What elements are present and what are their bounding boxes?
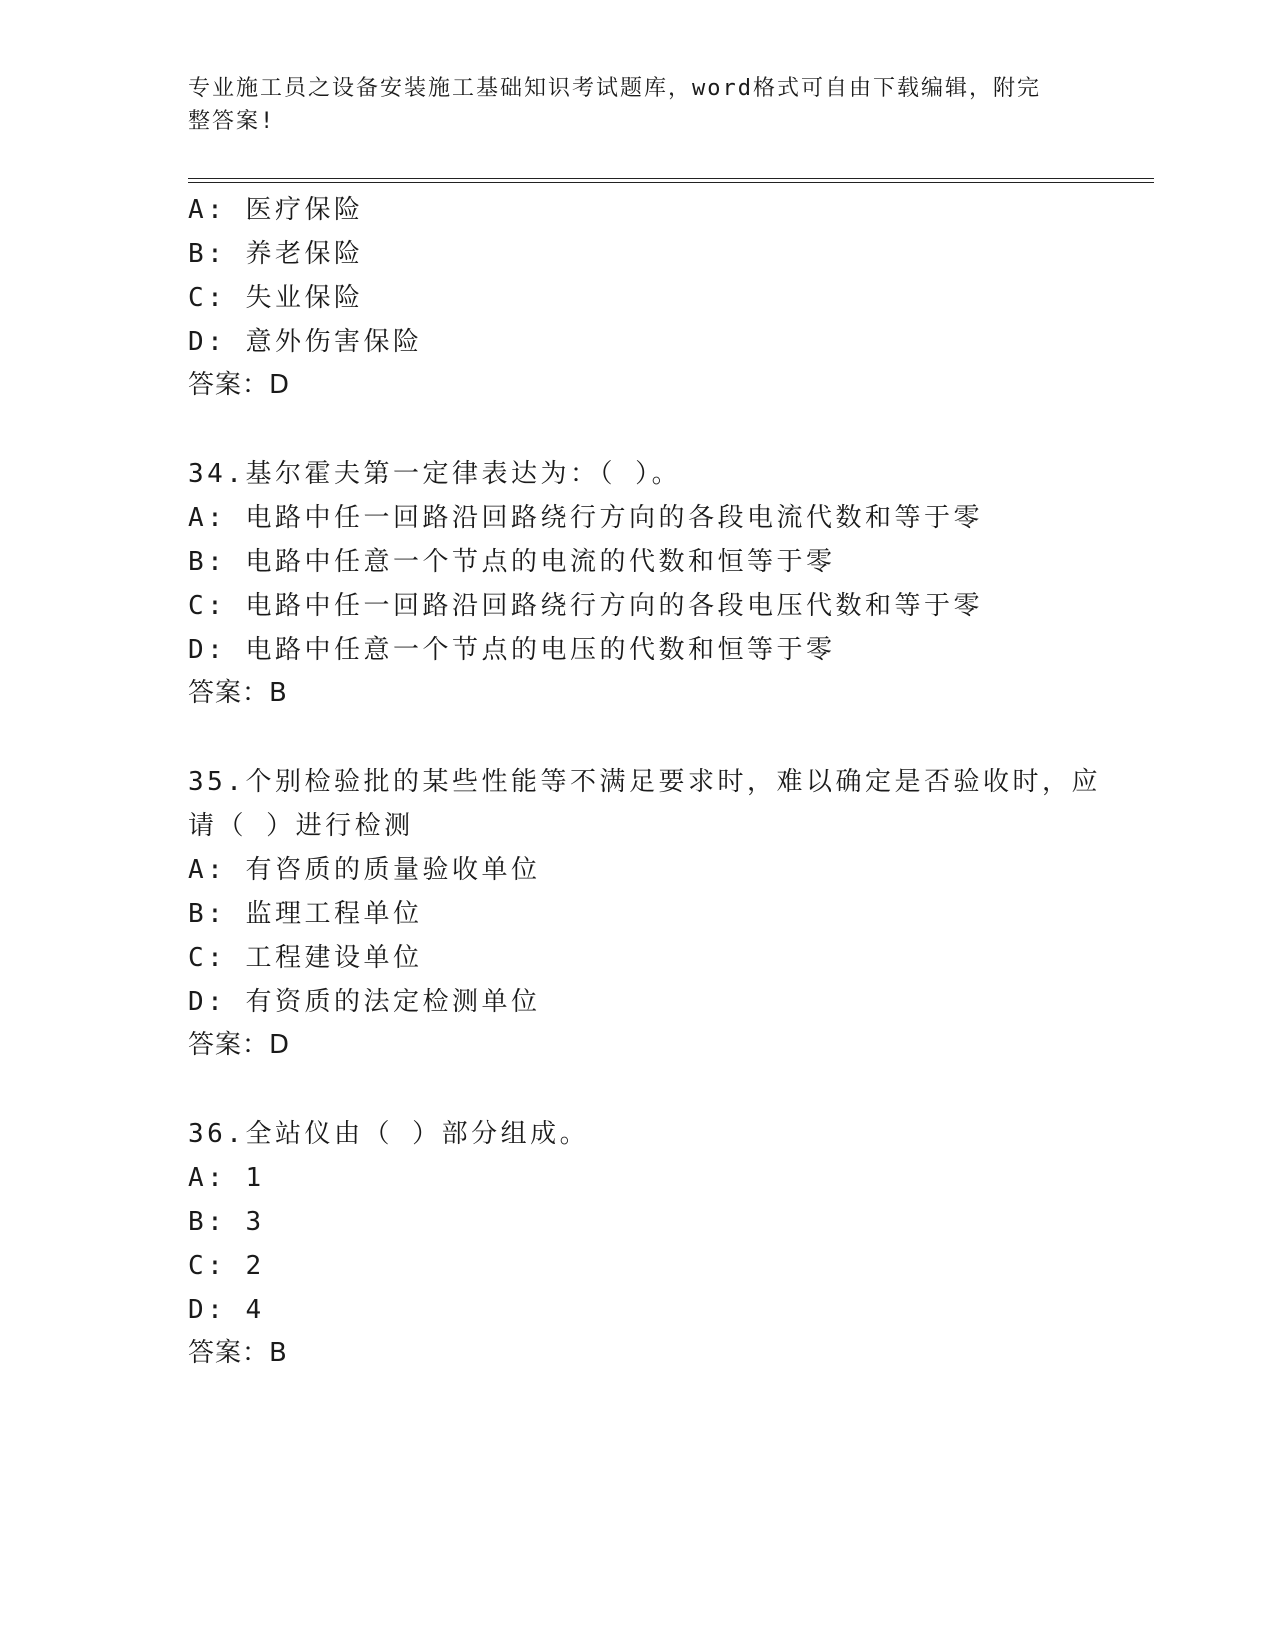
q34-answer: 答案：B	[188, 678, 288, 708]
q33-answer: 答案：D	[188, 370, 291, 400]
header-divider-top	[188, 178, 1154, 179]
q35-stem-line-1: 35.个别检验批的某些性能等不满足要求时，难以确定是否验收时，应	[188, 767, 1101, 797]
q35-option-b: B: 监理工程单位	[188, 899, 423, 929]
q36-option-d: D: 4	[188, 1295, 265, 1325]
q33-option-b: B: 养老保险	[188, 239, 364, 269]
q34-option-c: C: 电路中任一回路沿回路绕行方向的各段电压代数和等于零	[188, 591, 983, 621]
q35-option-c: C: 工程建设单位	[188, 943, 423, 973]
q35-option-a: A: 有咨质的质量验收单位	[188, 855, 541, 885]
header-line-1: 专业施工员之设备安装施工基础知识考试题库，word格式可自由下载编辑，附完	[188, 76, 1041, 101]
q36-stem: 36.全站仪由（ ）部分组成。	[188, 1119, 590, 1149]
q36-answer: 答案：B	[188, 1338, 288, 1368]
header-line-2: 整答案!	[188, 109, 276, 134]
q34-option-d: D: 电路中任意一个节点的电压的代数和恒等于零	[188, 635, 836, 665]
q34-stem: 34.基尔霍夫第一定律表达为：（ ）。	[188, 459, 682, 489]
q36-option-c: C: 2	[188, 1251, 265, 1281]
q36-option-a: A: 1	[188, 1163, 265, 1193]
document-header	[188, 72, 1088, 138]
q33-option-d: D: 意外伤害保险	[188, 327, 423, 357]
header-divider-bottom	[188, 182, 1154, 183]
q36-option-b: B: 3	[188, 1207, 265, 1237]
q35-option-d: D: 有资质的法定检测单位	[188, 987, 541, 1017]
q33-option-a: A: 医疗保险	[188, 195, 364, 225]
q35-answer: 答案：D	[188, 1030, 291, 1060]
q33-option-c: C: 失业保险	[188, 283, 364, 313]
q34-option-b: B: 电路中任意一个节点的电流的代数和恒等于零	[188, 547, 836, 577]
q35-stem-line-2: 请（ ）进行检测	[188, 811, 414, 841]
q34-option-a: A: 电路中任一回路沿回路绕行方向的各段电流代数和等于零	[188, 503, 983, 533]
